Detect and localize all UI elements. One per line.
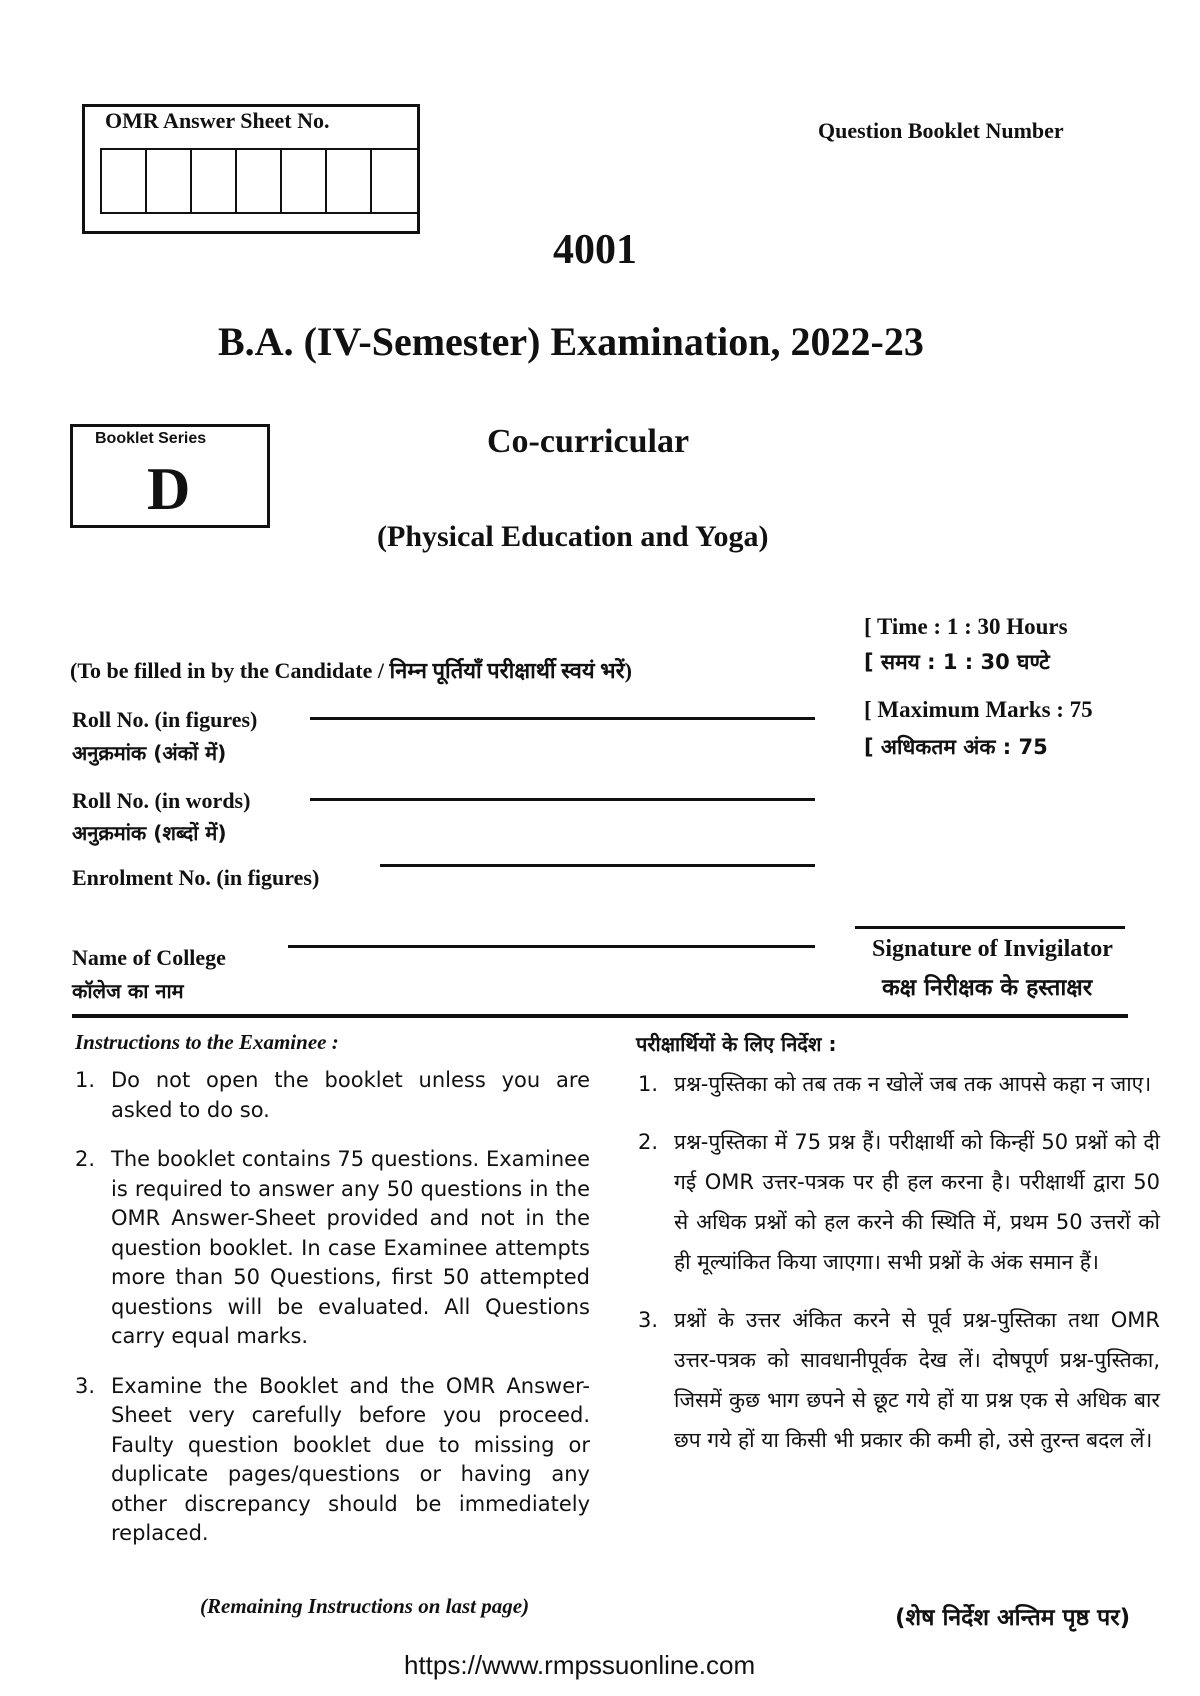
remaining-instructions-note-en: (Remaining Instructions on last page) bbox=[200, 1594, 530, 1618]
time-hi: [ समय : 1 : 30 घण्टे bbox=[864, 650, 1050, 674]
booklet-series-label: Booklet Series bbox=[95, 430, 207, 447]
instruction-item bbox=[638, 1122, 1160, 1282]
instruction-text: Do not open the booklet unless you are asked to do so. bbox=[111, 1068, 590, 1122]
remaining-instructions-note-hi: (शेष निर्देश अन्तिम पृष्ठ पर) bbox=[895, 1605, 1131, 1631]
instruction-item bbox=[75, 1372, 590, 1549]
booklet-series-letter: D bbox=[147, 456, 191, 522]
section-divider bbox=[72, 1014, 1128, 1018]
roll-words-label-en: Roll No. (in words) bbox=[72, 788, 251, 813]
roll-words-field[interactable] bbox=[310, 798, 815, 801]
invigilator-signature-line[interactable] bbox=[855, 926, 1125, 929]
omr-digit-cell[interactable] bbox=[147, 150, 192, 212]
roll-figures-field[interactable] bbox=[310, 717, 815, 720]
college-label-en: Name of College bbox=[72, 945, 226, 970]
instruction-text: The booklet contains 75 questions. Examinee is required to answer any 50 questions in the OMR Answer-Sheet provided and not in the question booklet. In case Examinee attempts more than 50 Questions, first 50 attempted questions will be evaluated. All Questions carry equal marks. bbox=[111, 1147, 590, 1348]
omr-digit-cell[interactable] bbox=[102, 150, 147, 212]
omr-answer-sheet-label: OMR Answer Sheet No. bbox=[105, 108, 330, 133]
omr-digit-cell[interactable] bbox=[237, 150, 282, 212]
exam-title: B.A. (IV-Semester) Examination, 2022-23 bbox=[218, 319, 924, 364]
instruction-text: प्रश्न-पुस्तिका को तब तक न खोलें जब तक आपसे कहा न जाए। bbox=[674, 1072, 1152, 1096]
candidate-fill-note: (To be filled in by the Candidate / निम्न पूर्तियाँ परीक्षार्थी स्वयं भरें) bbox=[70, 658, 632, 683]
subject-title: Co-curricular bbox=[487, 423, 690, 460]
footer-website-url[interactable]: https://www.rmpssuonline.com bbox=[404, 1650, 756, 1680]
instructions-heading-en: Instructions to the Examinee : bbox=[75, 1030, 339, 1054]
instructions-heading-hi: परीक्षार्थियों के लिए निर्देश : bbox=[636, 1032, 837, 1056]
instruction-item bbox=[75, 1066, 590, 1125]
college-name-field[interactable] bbox=[288, 945, 815, 948]
invigilator-signature-label-hi: कक्ष निरीक्षक के हस्ताक्षर bbox=[882, 975, 1093, 1001]
enrolment-field[interactable] bbox=[380, 864, 815, 867]
instruction-text: Examine the Booklet and the OMR Answer-Sheet very carefully before you proceed. Faulty question booklet due to missing or duplicate pages/questions or having any other discrepancy should be immediately replaced. bbox=[111, 1373, 590, 1545]
omr-digit-cell[interactable] bbox=[372, 150, 417, 212]
roll-figures-label-en: Roll No. (in figures) bbox=[72, 707, 258, 732]
instruction-number: 1. bbox=[638, 1072, 659, 1096]
question-booklet-number-label: Question Booklet Number bbox=[818, 118, 1064, 143]
instruction-item bbox=[638, 1064, 1160, 1104]
instruction-number: 2. bbox=[638, 1130, 659, 1154]
roll-words-label-hi: अनुक्रमांक (शब्दों में) bbox=[72, 821, 227, 845]
paper-code: 4001 bbox=[553, 227, 637, 273]
instruction-item bbox=[75, 1145, 590, 1352]
instruction-item bbox=[638, 1300, 1160, 1460]
instruction-number: 2. bbox=[75, 1147, 96, 1171]
subject-subtitle: (Physical Education and Yoga) bbox=[377, 520, 769, 553]
omr-number-cells[interactable] bbox=[100, 148, 419, 214]
omr-digit-cell[interactable] bbox=[282, 150, 327, 212]
instruction-number: 1. bbox=[75, 1068, 96, 1092]
omr-digit-cell[interactable] bbox=[327, 150, 372, 212]
college-label-hi: कॉलेज का नाम bbox=[72, 979, 184, 1003]
enrolment-label: Enrolment No. (in figures) bbox=[72, 865, 320, 890]
invigilator-signature-label-en: Signature of Invigilator bbox=[872, 936, 1113, 962]
instruction-text: प्रश्नों के उत्तर अंकित करने से पूर्व प्रश्न-पुस्तिका तथा OMR उत्तर-पत्रक को सावधानीपूर्वक देख लें। दोषपूर्ण प्रश्न-पुस्तिका, जिसमें कुछ भाग छपने से छूट गये हों या प्रश्न एक से अधिक बार छप गये हों या किसी भी प्रकार की कमी हो, उसे तुरन्त बदल लें। bbox=[674, 1308, 1160, 1452]
max-marks-hi: [ अधिकतम अंक : 75 bbox=[864, 735, 1048, 759]
instructions-list-en bbox=[75, 1066, 590, 1569]
instructions-list-hi bbox=[638, 1064, 1160, 1478]
roll-figures-label-hi: अनुक्रमांक (अंकों में) bbox=[72, 741, 227, 765]
time-en: [ Time : 1 : 30 Hours bbox=[864, 614, 1068, 639]
max-marks-en: [ Maximum Marks : 75 bbox=[864, 697, 1093, 722]
instruction-number: 3. bbox=[75, 1373, 96, 1398]
instruction-number: 3. bbox=[638, 1308, 659, 1332]
instruction-text: प्रश्न-पुस्तिका में 75 प्रश्न हैं। परीक्षार्थी को किन्हीं 50 प्रश्नों को दी गई OMR उत्तर-पत्रक पर ही हल करना है। परीक्षार्थी द्वारा 50 से अधिक प्रश्नों को हल करने की स्थिति में, प्रथम 50 उत्तरों को ही मूल्यांकित किया जाएगा। सभी प्रश्नों के अंक समान हैं। bbox=[674, 1130, 1160, 1274]
omr-digit-cell[interactable] bbox=[192, 150, 237, 212]
